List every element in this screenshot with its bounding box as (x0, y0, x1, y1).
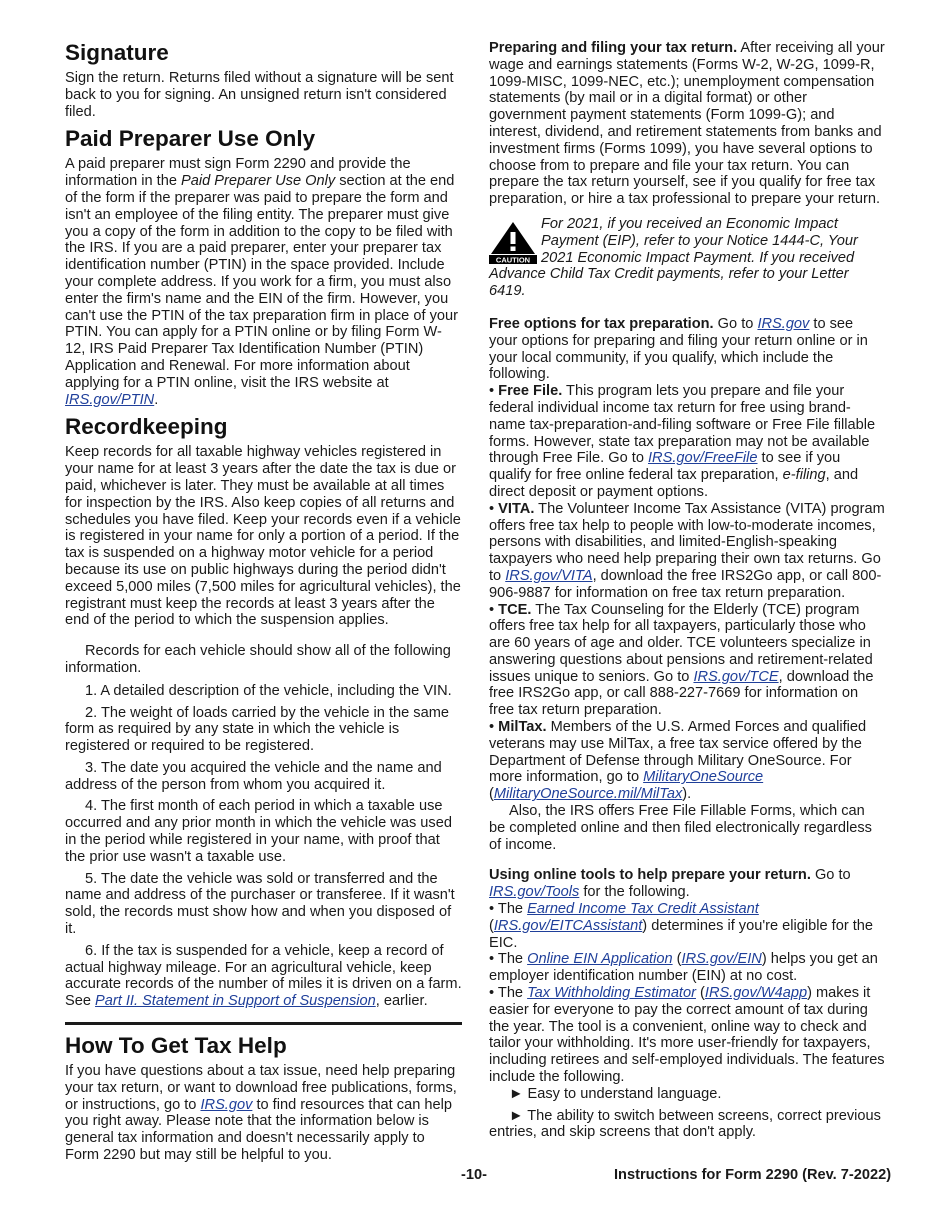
bullet-icon: • (489, 719, 499, 736)
signature-heading: Signature (65, 40, 169, 65)
military-onesource-link[interactable]: MilitaryOneSource (643, 769, 764, 786)
tax-help-heading: How To Get Tax Help (65, 1033, 287, 1059)
text-italic: e-filing (782, 467, 826, 484)
eitc-assistant-link[interactable]: Earned Income Tax Credit Assistant (527, 901, 759, 918)
text-italic: Paid Preparer Use Only (181, 173, 336, 190)
text: ( (672, 951, 682, 968)
arrow-icon: ► (509, 1107, 528, 1124)
bullet-icon: • (489, 985, 495, 1002)
miltax-title: MilTax. (498, 719, 547, 736)
paid-preparer-body (65, 156, 462, 408)
text: ) determines if you're eligible for the EIC. (489, 917, 874, 951)
vita-title: VITA. (498, 500, 535, 517)
bullet-icon: • (489, 500, 499, 517)
signature-section (65, 40, 462, 120)
bullet-icon: • (489, 383, 499, 400)
ein-url-link[interactable]: IRS.gov/EIN (681, 951, 762, 968)
ein-item (489, 951, 885, 985)
text: . (154, 391, 159, 408)
feature-item-2 (489, 1108, 885, 1142)
eitc-url-link[interactable]: IRS.gov/EITCAssistant (493, 917, 643, 934)
text: The (494, 985, 528, 1002)
miltax-link[interactable]: MilitaryOneSource.mil/MilTax (493, 786, 683, 803)
section-divider (65, 1022, 462, 1025)
free-options-title: Free options for tax preparation. (489, 315, 714, 332)
arrow-icon: ► (509, 1085, 528, 1102)
text: for the following. (579, 884, 690, 901)
text: ) makes it easier for everyone to pay the correct amount of tax during the year. The tool is a convenient, online way to check and tailor your withholding. It's more user-friendly for taxpayers, including retirees and self-employed individuals. The features include the following. (489, 985, 885, 1086)
text: The ability to switch between screens, correct previous entries, and skip screens that don't apply. (489, 1107, 881, 1141)
free-options-paragraph (489, 316, 885, 383)
footer-title: Instructions for Form 2290 (Rev. 7-2022) (614, 1167, 892, 1183)
caution-label: CAUTION (495, 255, 531, 264)
page-number: -10- (461, 1167, 487, 1183)
tce-link[interactable]: IRS.gov/TCE (693, 668, 779, 685)
withholding-estimator-link[interactable]: Tax Withholding Estimator (527, 985, 696, 1002)
right-column (489, 40, 885, 1141)
text: This program lets you prepare and file your federal individual income tax return for free using brand-name tax-preparation-and-filing software or Free File fillable forms. However, state tax preparation may not be available through Free File. Go to (489, 383, 876, 467)
text: , and direct deposit or payment options. (489, 467, 859, 500)
text: ). (682, 786, 692, 803)
text: The (494, 901, 528, 918)
online-tools-paragraph (489, 867, 885, 901)
free-file-item (489, 383, 885, 501)
caution-icon (489, 220, 537, 264)
tax-help-body (65, 1063, 462, 1164)
bullet-icon: • (489, 601, 499, 618)
feature-item-1 (489, 1086, 885, 1103)
tce-item (489, 602, 885, 720)
withholding-item (489, 985, 885, 1086)
miltax-item (489, 719, 885, 803)
text: ) helps you get an employer identification number (EIN) at no cost. (489, 951, 878, 985)
record-item-2: 2. The weight of loads carried by the vehicle in the same form as required by any state in which the vehicle is registered or required to be registered. (65, 704, 449, 755)
record-item-5: 5. The date the vehicle was sold or transferred and the name and address of the purchaser or transferee. If it wasn't sold, the records must show how and when you disposed of it. (65, 870, 455, 938)
freefile-link[interactable]: IRS.gov/FreeFile (648, 450, 758, 467)
text: 6. If the tax is suspended for a vehicle, keep a record of actual highway mileage. For an agricultural vehicle, keep accurate records of the number of miles it is driven on a farm. See (65, 942, 462, 1010)
text: If you have questions about a tax issue, need help preparing your tax return, or want to download free publications, forms, or instructions, go to (65, 1063, 457, 1113)
text: The Tax Counseling for the Elderly (TCE) program offers free tax help for all taxpayers, particularly those who are 60 years of age and older. TCE volunteers specialize in answering questions about pensions and retirement-related issues unique to seniors. Go to (489, 601, 873, 685)
tax-help-section (65, 1033, 462, 1164)
text: to find resources that can help you right away. Please note that the information below is general tax information and doesn't necessarily apply to Form 2290 but may still be helpful to you. (65, 1096, 452, 1164)
text: Go to (713, 315, 758, 332)
free-file-title: Free File. (498, 383, 563, 400)
paid-preparer-heading: Paid Preparer Use Only (65, 126, 316, 152)
text: A paid preparer must sign Form 2290 and provide the information in the (65, 156, 411, 190)
eitc-item (489, 901, 885, 951)
text: Members of the U.S. Armed Forces and qualified veterans may use MilTax, a free tax service offered by the Department of Defense through Military OneSource. For more information, go to (489, 719, 867, 786)
ein-application-link[interactable]: Online EIN Application (527, 951, 673, 968)
part-ii-link[interactable]: Part II. Statement in Support of Suspension (95, 993, 376, 1010)
recordkeeping-body: Keep records for all taxable highway vehicles registered in your name for at least 3 years after the date the tax is due or paid, whichever is later. They must be available at all times for inspection by the IRS. Also keep copies of all returns and schedules you have filed. Keep your records even if a vehicle is registered in your name for only a portion of a period. If the tax is suspended on a highway motor vehicle for a period because its use on public highways during the period didn't exceed 5,000 miles (7,500 miles for agricultural vehicles), the registrant must keep the records at least 3 years after the end of the period to which the suspension applies. (65, 444, 461, 629)
w4app-link[interactable]: IRS.gov/W4app (704, 985, 808, 1002)
caution-text: For 2021, if you received an Economic Impact Payment (EIP), refer to your Notice 1444-C, Your 2021 Economic Impact Payment. If you received Advance Child Tax Credit payments, refer to your Letter 6419. (489, 215, 858, 300)
text: Go to (810, 867, 851, 884)
text: , earlier. (375, 993, 428, 1010)
recordkeeping-section (65, 414, 462, 1010)
record-item-4: 4. The first month of each period in which a taxable use occurred and any prior month in which the vehicle was used in the period while registered in your name, with proof that the prior use wasn't a taxable use. (65, 798, 452, 865)
text: , download the free IRS2Go app, or call 800-906-9887 for information on free tax return preparation. (489, 567, 882, 601)
vita-link[interactable]: IRS.gov/VITA (505, 567, 593, 584)
irs-tools-link[interactable]: IRS.gov/Tools (489, 884, 580, 901)
vita-item (489, 501, 885, 602)
irs-gov-link[interactable]: IRS.gov (757, 315, 810, 332)
text: to see if you qualify for free online federal tax preparation, (489, 450, 841, 484)
text: Easy to understand language. (527, 1085, 722, 1102)
preparing-title: Preparing and filing your tax return. (489, 40, 738, 56)
text: The (494, 951, 528, 968)
caution-box (489, 216, 885, 300)
text: After receiving all your wage and earnings statements (Forms W-2, W-2G, 1099-R, 1099-MISC, 1099-NEC, etc.); unemployment compensation statements (by mail or in a digital format) or other government payment statements (Form 1099-G); and interest, dividend, and retirement statements from banks and investment firms (Forms 1099), you have several options to choose from to prepare and file your tax return. You can prepare the tax return yourself, see if you qualify for free tax preparation, or hire a tax professional to prepare your return. (489, 40, 885, 208)
recordkeeping-heading: Recordkeeping (65, 414, 228, 440)
text: ( (489, 786, 494, 803)
text: ( (695, 985, 705, 1002)
paid-preparer-section (65, 126, 462, 408)
text: The Volunteer Income Tax Assistance (VITA) program offers free tax help to people with low-to-moderate incomes, persons with disabilities, and limited-English-speaking taxpayers who need help preparing their own tax returns. Go to (489, 500, 885, 584)
tce-title: TCE. (498, 601, 532, 618)
signature-body: Sign the return. Returns filed without a signature will be sent back to you for signing. An unsigned return isn't considered filed. (65, 70, 454, 120)
irs-gov-link[interactable]: IRS.gov (200, 1096, 253, 1113)
record-item-1: 1. A detailed description of the vehicle, including the VIN. (85, 682, 452, 699)
free-file-fillable-paragraph: Also, the IRS offers Free File Fillable Forms, which can be completed online and then filed electronically regardless of income. (489, 803, 872, 853)
text: , download the free IRS2Go app, or call 888-227-7669 for information on free tax return preparation. (489, 668, 874, 719)
record-item-6 (65, 943, 462, 1010)
text: ( (489, 917, 494, 934)
preparing-paragraph (489, 40, 885, 208)
online-tools-title: Using online tools to help prepare your return. (489, 867, 811, 884)
ptin-link[interactable]: IRS.gov/PTIN (65, 391, 155, 408)
left-column (65, 40, 462, 1164)
record-item-3: 3. The date you acquired the vehicle and the name and address of the person from whom you acquired it. (65, 759, 442, 793)
records-intro: Records for each vehicle should show all of the following information. (65, 643, 451, 676)
bullet-icon: • (489, 901, 495, 918)
text: to see your options for preparing and filing your return online or in your local community, if you qualify, which include the following. (489, 315, 868, 383)
bullet-icon: • (489, 951, 495, 968)
text: section at the end of the form if the preparer was paid to prepare the form and isn't an employee of the filing entity. The preparer must give you a copy of the form in addition to the copy to be filed with the IRS. If you are a paid preparer, enter your preparer tax identification number (PTIN) in the space provided. Include your complete address. If you work for a firm, you must also enter the firm's name and the EIN of the firm. However, you can't use the PTIN of the tax preparation firm in place of your PTIN. You can apply for a PTIN online or by filing Form W-12, IRS Paid Preparer Tax Identification Number (PTIN) Application and Renewal. For more information about applying for a PTIN online, visit the IRS website at (65, 173, 458, 391)
